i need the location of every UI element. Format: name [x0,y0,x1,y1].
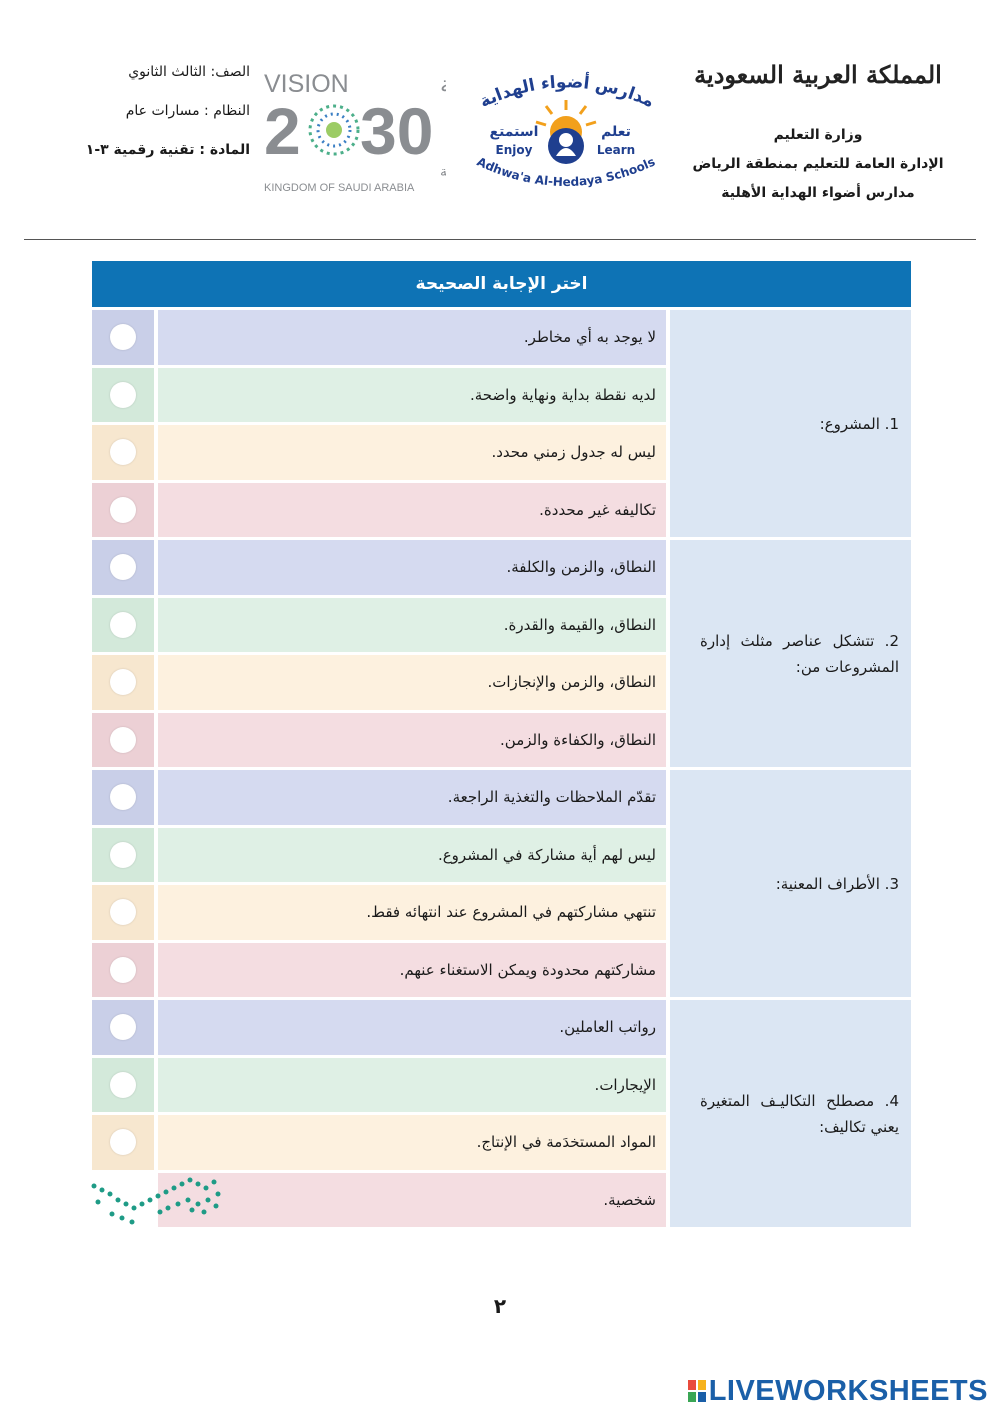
question-group [92,540,911,767]
school-logo-enjoy-ar: استمتع [489,124,539,140]
option-radio-cell[interactable] [92,1115,154,1170]
radio-button[interactable] [110,497,136,523]
vision-year-30: 30 [360,94,434,168]
options-list [92,310,666,537]
liveworksheets-text: LIVEWORKSHEETS [708,1374,988,1407]
option-text: النطاق، والزمن والإنجازات. [158,655,666,710]
kingdom-calligraphy: المملكة العربية السعودية [694,60,942,89]
radio-button[interactable] [110,1014,136,1040]
option-row[interactable] [92,655,666,710]
options-list [92,540,666,767]
radio-button[interactable] [110,899,136,925]
moe-logo-icon [88,1174,228,1230]
school-logo-learn-en: Learn [596,143,636,157]
radio-button[interactable] [110,784,136,810]
option-row[interactable] [92,310,666,365]
class-info [70,64,250,181]
option-text: شخصية. [158,1173,666,1228]
question-groups [92,310,911,1227]
option-radio-cell[interactable] [92,598,154,653]
ministry-header [688,60,948,214]
option-text: النطاق، والكفاءة والزمن. [158,713,666,768]
question-group [92,310,911,537]
header-divider [24,239,976,240]
system-label: النظام : مسارات عام [125,103,250,119]
option-radio-cell[interactable] [92,425,154,480]
option-row[interactable] [92,483,666,538]
option-radio-cell[interactable] [92,713,154,768]
option-radio-cell[interactable] [92,655,154,710]
vision-kingdom-ar: ة [440,164,446,180]
radio-button[interactable] [110,554,136,580]
option-text: لا يوجد به أي مخاطر. [158,310,666,365]
radio-button[interactable] [110,1129,136,1155]
liveworksheets-icon [688,1380,706,1402]
option-text: المواد المستخدَمة في الإنتاج. [158,1115,666,1170]
option-text: تقدّم الملاحظات والتغذية الراجعة. [158,770,666,825]
vision-2030-logo [262,64,446,196]
vision-word: VISION [264,70,349,98]
vision-dots-icon [310,106,358,154]
radio-button[interactable] [110,612,136,638]
option-radio-cell[interactable] [92,310,154,365]
vision-year-2: 2 [264,94,301,168]
question-text: 1. المشروع: [670,310,911,537]
option-row[interactable] [92,540,666,595]
option-row[interactable] [92,1000,666,1055]
vision-kingdom-en: KINGDOM OF SAUDI ARABIA [264,182,415,194]
table-title: اختر الإجابة الصحيحة [92,261,911,307]
school-logo-enjoy-en: Enjoy [495,143,533,157]
option-row[interactable] [92,1115,666,1170]
liveworksheets-brand [688,1374,988,1408]
radio-button[interactable] [110,1072,136,1098]
school-name: مدارس أضواء الهداية الأهلية [721,185,915,201]
option-radio-cell[interactable] [92,483,154,538]
directorate-name: الإدارة العامة للتعليم بمنطقة الرياض [692,156,944,172]
radio-button[interactable] [110,957,136,983]
option-text: ليس لهم أية مشاركة في المشروع. [158,828,666,883]
school-logo [466,70,666,200]
option-radio-cell[interactable] [92,770,154,825]
option-row[interactable] [92,1058,666,1113]
page-number: ٢ [493,1294,507,1318]
option-row[interactable] [92,770,666,825]
option-text: النطاق، والقيمة والقدرة. [158,598,666,653]
option-row[interactable] [92,885,666,940]
option-text: رواتب العاملين. [158,1000,666,1055]
option-radio-cell[interactable] [92,1058,154,1113]
radio-button[interactable] [110,727,136,753]
radio-button[interactable] [110,842,136,868]
radio-button[interactable] [110,669,136,695]
radio-button[interactable] [110,439,136,465]
option-row[interactable] [92,713,666,768]
quiz-table [92,261,911,1230]
option-radio-cell[interactable] [92,885,154,940]
option-row[interactable] [92,598,666,653]
sun-icon [536,100,596,164]
subject-label: المادة : تقنية رقمية ٣-١ [85,142,250,158]
question-group [92,770,911,997]
ruya-word [440,72,446,98]
radio-button[interactable] [110,382,136,408]
radio-button[interactable] [110,324,136,350]
question-text: 2. تتشكل عناصر مثلث إدارة المشروعات من: [670,540,911,767]
option-radio-cell[interactable] [92,368,154,423]
option-text: ليس له جدول زمني محدد. [158,425,666,480]
question-text: 3. الأطراف المعنية: [670,770,911,997]
option-text: لديه نقطة بداية ونهاية واضحة. [158,368,666,423]
option-text: النطاق، والزمن والكلفة. [158,540,666,595]
option-row[interactable] [92,828,666,883]
school-logo-learn-ar: تعلم [601,124,631,140]
option-row[interactable] [92,943,666,998]
option-radio-cell[interactable] [92,540,154,595]
option-radio-cell[interactable] [92,943,154,998]
question-text: 4. مصطلح التكاليـف المتغيرة يعني تكاليف: [670,1000,911,1227]
school-logo-name-en: Adhwa'a Al-Hedaya Schools [474,154,658,190]
grade-label: الصف: الثالث الثانوي [128,64,250,80]
ministry-name: وزارة التعليم [773,127,863,143]
option-row[interactable] [92,368,666,423]
school-logo-title: مدارس أضواء الهداية [476,72,658,113]
option-text: مشاركتهم محدودة ويمكن الاستغناء عنهم. [158,943,666,998]
option-radio-cell[interactable] [92,1000,154,1055]
option-text: الإيجارات. [158,1058,666,1113]
option-radio-cell[interactable] [92,828,154,883]
option-text: تكاليفه غير محددة. [158,483,666,538]
option-row[interactable] [92,425,666,480]
option-text: تنتهي مشاركتهم في المشروع عند انتهائه فقط. [158,885,666,940]
options-list [92,770,666,997]
